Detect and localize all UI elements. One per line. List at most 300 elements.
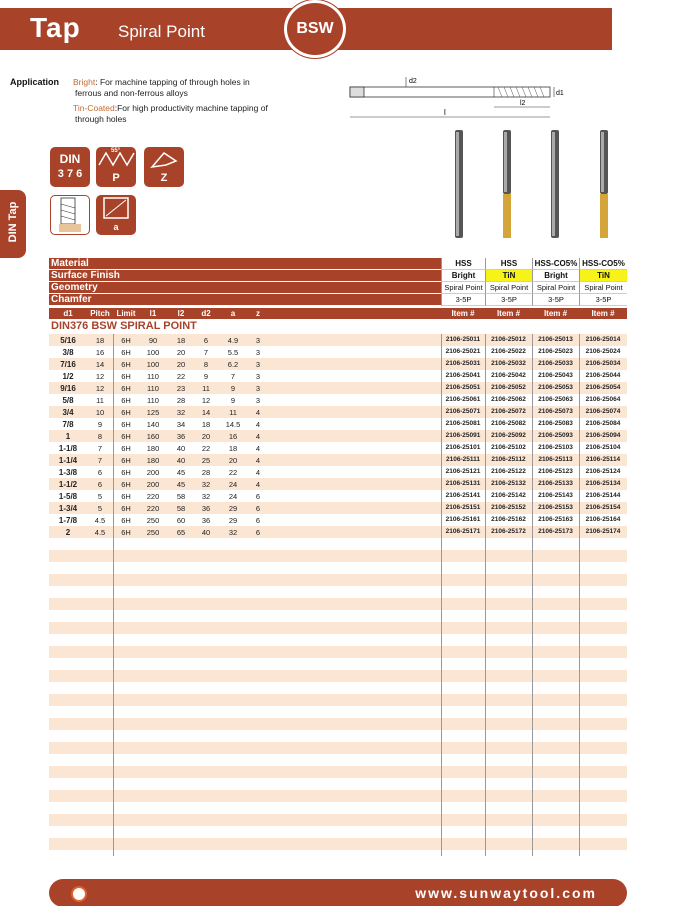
table-cell: 20 (201, 432, 211, 441)
item-number-cell: 2106-25132 (491, 480, 526, 487)
item-number-cell: 2106-25111 (446, 456, 480, 463)
pitch-p-label: P (112, 172, 120, 184)
item-number-cell: 2106-25163 (538, 516, 573, 523)
table-row (49, 742, 627, 754)
spec-value: Spiral Point (532, 282, 579, 294)
column-divider (441, 334, 442, 856)
item-number-cell: 2106-25153 (538, 504, 573, 511)
spec-value: 3-5P (579, 294, 627, 306)
table-cell: 7 (97, 456, 103, 465)
table-cell: 3 (255, 336, 261, 345)
table-cell: 22 (228, 468, 238, 477)
tap-image-co5-bright (547, 130, 563, 238)
tap-dimension-diagram (344, 73, 569, 125)
item-number-cell: 2106-25081 (445, 420, 481, 427)
table-cell: 7 (230, 372, 236, 381)
item-number-cell: 2106-25093 (538, 432, 573, 439)
spec-row-bar (49, 294, 441, 305)
table-cell: 6 (255, 528, 261, 537)
d2-label: d2 (409, 78, 417, 85)
table-cell: 1 (65, 432, 71, 441)
table-cell: 4 (255, 408, 261, 417)
table-row (49, 802, 627, 814)
table-cell: 6.2 (227, 360, 239, 369)
table-cell: 220 (146, 492, 160, 501)
item-number-cell: 2106-25143 (538, 492, 573, 499)
table-cell: 250 (146, 516, 160, 525)
badge-label: BSW (296, 20, 334, 37)
item-number-cell: 2106-25042 (491, 372, 526, 379)
item-number-cell: 2106-25024 (585, 348, 621, 355)
table-row (49, 634, 627, 646)
table-cell: 32 (201, 492, 211, 501)
item-number-cell: 2106-25012 (491, 336, 526, 343)
item-number-cell: 2106-25142 (491, 492, 526, 499)
table-cell: 8 (203, 360, 209, 369)
table-cell: 1-5/8 (58, 492, 78, 501)
table-cell: 6 (255, 516, 261, 525)
table-cell: 29 (228, 516, 238, 525)
item-number-cell: 2106-25082 (491, 420, 526, 427)
table-cell: 4.5 (94, 528, 106, 537)
table-cell: 110 (147, 372, 159, 381)
table-cell: 9 (203, 372, 209, 381)
flutes-z-label: Z (160, 172, 168, 184)
footer-bar (49, 879, 627, 906)
table-cell: 6H (121, 444, 131, 453)
item-number-cell: 2106-25164 (585, 516, 621, 523)
item-number-cell: 2106-25073 (538, 408, 573, 415)
table-cell: 1/2 (62, 372, 74, 381)
item-number-cell: 2106-25053 (538, 384, 573, 391)
table-cell: 3 (255, 384, 261, 393)
table-row (49, 754, 627, 766)
table-cell: 6H (121, 504, 131, 513)
item-number-cell: 2106-25133 (538, 480, 573, 487)
table-cell: 4 (255, 456, 261, 465)
table-cell: 2 (65, 528, 71, 537)
spec-value: Spiral Point (485, 282, 532, 294)
tap-image-hss-tin (499, 130, 515, 238)
bsw-badge (284, 0, 346, 58)
application-tin (73, 103, 268, 114)
item-number-cell: 2106-25124 (585, 468, 621, 475)
spec-value: Spiral Point (441, 282, 485, 294)
chamfer-icon (50, 195, 90, 235)
table-cell: 7 (203, 348, 209, 357)
spec-row-label: Geometry (51, 282, 98, 293)
item-number-cell: 2106-25021 (445, 348, 481, 355)
spec-value: TiN (485, 270, 532, 282)
table-cell: 5.5 (227, 348, 239, 357)
table-cell: 4.5 (94, 516, 106, 525)
table-row (49, 790, 627, 802)
table-cell: 12 (95, 372, 105, 381)
table-cell: 200 (146, 468, 160, 477)
item-number-cell: 2106-25051 (445, 384, 481, 391)
table-cell: 110 (147, 384, 159, 393)
thread-angle-icon (96, 147, 136, 187)
item-number-cell: 2106-25011 (445, 336, 481, 343)
item-number-cell: 2106-25171 (445, 528, 481, 535)
table-row (49, 658, 627, 670)
item-number-cell: 2106-25064 (585, 396, 621, 403)
table-cell: 250 (146, 528, 160, 537)
table-cell: 14 (201, 408, 211, 417)
item-number-cell: 2106-25173 (538, 528, 573, 535)
tap-image-co5-tin (596, 130, 612, 238)
table-cell: 3/8 (62, 348, 74, 357)
table-row (49, 766, 627, 778)
spec-row-bar (49, 282, 441, 293)
column-header-l1: l1 (149, 309, 157, 318)
column-header-Pitch: Pitch (90, 309, 110, 318)
column-header-d2: d2 (201, 309, 211, 318)
item-number-cell: 2106-25084 (585, 420, 621, 427)
table-row (49, 814, 627, 826)
table-cell: 6H (121, 468, 131, 477)
table-cell: 11 (96, 396, 104, 405)
item-number-cell: 2106-25122 (491, 468, 526, 475)
table-row (49, 826, 627, 838)
table-cell: 6 (255, 492, 261, 501)
table-cell: 100 (146, 360, 160, 369)
din-number: 3 7 6 (57, 168, 83, 180)
item-number-cell: 2106-25014 (585, 336, 621, 343)
spec-value: Bright (441, 270, 485, 282)
table-row (49, 610, 627, 622)
bright-label: Bright (73, 77, 96, 87)
spec-row-label: Material (51, 258, 89, 269)
item-number-header: Item # (543, 309, 568, 318)
item-number-cell: 2106-25123 (538, 468, 573, 475)
item-number-cell: 2106-25092 (491, 432, 526, 439)
table-cell: 6H (121, 516, 131, 525)
table-cell: 1-1/2 (58, 480, 78, 489)
item-number-header: Item # (591, 309, 615, 318)
table-cell: 34 (176, 420, 186, 429)
spec-value: HSS (441, 258, 485, 270)
table-cell: 6H (121, 348, 131, 357)
table-cell: 14.5 (225, 420, 241, 429)
table-cell: 140 (146, 420, 160, 429)
table-cell: 32 (228, 528, 238, 537)
table-row (49, 646, 627, 658)
table-cell: 4 (255, 420, 261, 429)
table-cell: 5/8 (62, 396, 74, 405)
item-number-cell: 2106-25103 (538, 444, 573, 451)
item-number-cell: 2106-25162 (491, 516, 526, 523)
table-row (49, 838, 627, 850)
item-number-cell: 2106-25043 (538, 372, 573, 379)
table-cell: 9 (230, 396, 236, 405)
item-number-header: Item # (451, 309, 475, 318)
table-cell: 11 (202, 384, 210, 393)
spec-value: Bright (532, 270, 579, 282)
item-number-cell: 2106-25102 (491, 444, 526, 451)
table-cell: 36 (201, 504, 211, 513)
item-number-header: Item # (496, 309, 521, 318)
table-cell: 58 (176, 492, 186, 501)
column-header-Limit: Limit (116, 309, 136, 318)
table-cell: 100 (146, 348, 160, 357)
item-number-cell: 2106-25031 (445, 360, 481, 367)
item-number-cell: 2106-25152 (491, 504, 526, 511)
table-cell: 10 (95, 408, 105, 417)
table-cell: 18 (176, 336, 186, 345)
table-cell: 25 (201, 456, 211, 465)
item-number-cell: 2106-25131 (445, 480, 481, 487)
item-number-cell: 2106-25083 (538, 420, 573, 427)
item-number-cell: 2106-25121 (445, 468, 481, 475)
item-number-cell: 2106-25113 (538, 456, 573, 463)
item-number-cell: 2106-25052 (491, 384, 526, 391)
table-row (49, 538, 627, 550)
spec-value: TiN (579, 270, 627, 282)
column-header-a: a (230, 309, 236, 318)
table-cell: 3 (255, 396, 261, 405)
table-row (49, 562, 627, 574)
table-cell: 3 (255, 372, 261, 381)
table-cell: 8 (97, 432, 103, 441)
table-cell: 18 (201, 420, 211, 429)
spiral-point-icon (144, 147, 184, 187)
angle-label: 55° (111, 148, 121, 154)
item-number-cell: 2106-25172 (491, 528, 526, 535)
table-row (49, 586, 627, 598)
table-cell: 110 (147, 396, 159, 405)
table-cell: 16 (95, 348, 105, 357)
column-header-z: z (256, 309, 260, 318)
table-cell: 6H (121, 420, 131, 429)
item-number-cell: 2106-25154 (585, 504, 621, 511)
tin-text: :For high productivity machine tapping of (114, 103, 268, 113)
table-cell: 20 (176, 348, 186, 357)
table-cell: 58 (176, 504, 186, 513)
table-cell: 45 (176, 480, 186, 489)
table-cell: 1-1/8 (58, 444, 78, 453)
table-cell: 6H (121, 396, 131, 405)
page-title: Tap (30, 12, 81, 43)
table-cell: 1-7/8 (58, 516, 78, 525)
table-cell: 1-3/4 (58, 504, 78, 513)
table-cell: 24 (228, 492, 238, 501)
table-cell: 5/16 (60, 336, 76, 345)
item-number-cell: 2106-25032 (491, 360, 526, 367)
column-divider (113, 334, 114, 856)
table-cell: 125 (146, 408, 160, 417)
table-cell: 4 (255, 480, 261, 489)
table-cell: 1-3/8 (58, 468, 78, 477)
column-header-d1: d1 (63, 309, 73, 318)
item-number-cell: 2106-25044 (585, 372, 621, 379)
table-cell: 7 (97, 444, 103, 453)
item-number-cell: 2106-25061 (445, 396, 481, 403)
item-number-cell: 2106-25174 (585, 528, 621, 535)
table-cell: 18 (95, 336, 105, 345)
table-cell: 6 (97, 468, 103, 477)
item-number-cell: 2106-25072 (491, 408, 526, 415)
table-cell: 14 (95, 360, 105, 369)
table-cell: 6H (121, 408, 131, 417)
table-cell: 36 (176, 432, 186, 441)
coating-icon (96, 195, 136, 235)
table-cell: 20 (176, 360, 186, 369)
l-label: l (444, 108, 446, 117)
spec-value: HSS-CO5% (579, 258, 627, 270)
table-cell: 12 (95, 384, 105, 393)
table-cell: 5 (97, 492, 103, 501)
spec-value: HSS (485, 258, 532, 270)
table-cell: 6H (121, 432, 131, 441)
d1-label: d1 (556, 90, 564, 97)
table-cell: 9 (230, 384, 236, 393)
item-number-cell: 2106-25104 (585, 444, 621, 451)
l2-label: l2 (520, 100, 526, 107)
item-number-cell: 2106-25071 (445, 408, 481, 415)
table-cell: 6 (255, 504, 261, 513)
table-cell: 22 (201, 444, 211, 453)
item-number-cell: 2106-25144 (585, 492, 621, 499)
table-cell: 5 (97, 504, 103, 513)
table-row (49, 706, 627, 718)
table-cell: 32 (201, 480, 211, 489)
table-cell: 6H (121, 456, 131, 465)
item-number-cell: 2106-25023 (538, 348, 573, 355)
table-cell: 6H (121, 360, 131, 369)
table-cell: 4.9 (227, 336, 239, 345)
item-number-cell: 2106-25101 (445, 444, 481, 451)
bright-text: : For machine tapping of through holes in (95, 77, 250, 87)
table-cell: 6H (121, 528, 131, 537)
table-cell: 6H (121, 336, 131, 345)
website-url: www.sunwaytool.com (415, 885, 597, 901)
table-row (49, 718, 627, 730)
column-divider (532, 334, 533, 856)
table-row (49, 670, 627, 682)
table-cell: 32 (176, 408, 186, 417)
table-cell: 36 (201, 516, 211, 525)
table-cell: 180 (146, 444, 160, 453)
table-cell: 3/4 (62, 408, 74, 417)
coating-a-label: a (113, 222, 119, 232)
item-number-cell: 2106-25114 (585, 456, 621, 463)
section-title: DIN376 BSW SPIRAL POINT (51, 320, 197, 332)
item-number-cell: 2106-25062 (491, 396, 526, 403)
table-cell: 90 (148, 336, 158, 345)
table-cell: 60 (176, 516, 186, 525)
side-tab-label: DIN Tap (7, 201, 19, 243)
table-cell: 7/16 (60, 360, 76, 369)
column-header-l2: l2 (177, 309, 185, 318)
item-number-cell: 2106-25033 (538, 360, 573, 367)
item-number-cell: 2106-25094 (585, 432, 621, 439)
table-cell: 24 (228, 480, 238, 489)
table-cell: 3 (255, 360, 261, 369)
table-cell: 65 (176, 528, 186, 537)
column-divider (579, 334, 580, 856)
table-cell: 7/8 (62, 420, 74, 429)
spec-value: 3-5P (485, 294, 532, 306)
table-cell: 4 (255, 432, 261, 441)
table-cell: 6H (121, 480, 131, 489)
spec-row-label: Surface Finish (51, 270, 120, 281)
table-cell: 6 (97, 480, 103, 489)
table-cell: 18 (228, 444, 238, 453)
item-number-cell: 2106-25134 (585, 480, 621, 487)
table-cell: 3 (255, 348, 261, 357)
table-cell: 180 (146, 456, 160, 465)
din-label: DIN (59, 152, 81, 166)
spec-row-bar (49, 258, 441, 269)
spec-row-label: Chamfer (51, 294, 92, 305)
page-subtitle: Spiral Point (118, 22, 205, 41)
table-cell: 12 (201, 396, 211, 405)
item-number-cell: 2106-25112 (491, 456, 526, 463)
spec-value: Spiral Point (579, 282, 627, 294)
item-number-cell: 2106-25141 (445, 492, 481, 499)
item-number-cell: 2106-25013 (538, 336, 573, 343)
table-cell: 45 (176, 468, 186, 477)
table-cell: 23 (176, 384, 186, 393)
item-number-cell: 2106-25091 (445, 432, 481, 439)
table-cell: 22 (176, 372, 186, 381)
table-row (49, 730, 627, 742)
table-row (49, 622, 627, 634)
item-number-cell: 2106-25022 (491, 348, 526, 355)
din-tap-side-tab (0, 190, 26, 258)
item-number-cell: 2106-25054 (585, 384, 621, 391)
table-cell: 1-1/4 (58, 456, 78, 465)
table-cell: 9 (97, 420, 103, 429)
table-cell: 40 (201, 528, 211, 537)
table-cell: 28 (201, 468, 211, 477)
tin-label: Tin-Coated (73, 103, 115, 113)
application-label: Application (10, 77, 59, 87)
spec-value: 3-5P (441, 294, 485, 306)
table-cell: 9/16 (60, 384, 76, 393)
item-number-cell: 2106-25151 (445, 504, 481, 511)
table-row (49, 694, 627, 706)
table-row (49, 550, 627, 562)
table-cell: 29 (228, 504, 238, 513)
application-bright (73, 77, 250, 88)
item-number-cell: 2106-25034 (585, 360, 621, 367)
table-cell: 20 (228, 456, 238, 465)
item-number-cell: 2106-25161 (445, 516, 481, 523)
table-cell: 40 (176, 456, 186, 465)
column-divider (485, 334, 486, 856)
table-row (49, 574, 627, 586)
spec-value: HSS-CO5% (532, 258, 579, 270)
table-cell: 6 (203, 336, 209, 345)
table-cell: 200 (146, 480, 160, 489)
tap-image-hss-bright (451, 130, 467, 238)
table-row (49, 778, 627, 790)
din-376-icon (50, 147, 90, 187)
table-cell: 6H (121, 384, 131, 393)
table-cell: 6H (121, 372, 131, 381)
table-cell: 11 (229, 408, 237, 417)
spec-value: 3-5P (532, 294, 579, 306)
table-row (49, 682, 627, 694)
table-cell: 160 (146, 432, 160, 441)
item-number-cell: 2106-25074 (585, 408, 621, 415)
item-number-cell: 2106-25041 (445, 372, 481, 379)
table-row (49, 598, 627, 610)
item-number-cell: 2106-25063 (538, 396, 573, 403)
application-bright-2: ferrous and non-ferrous alloys (75, 88, 188, 98)
